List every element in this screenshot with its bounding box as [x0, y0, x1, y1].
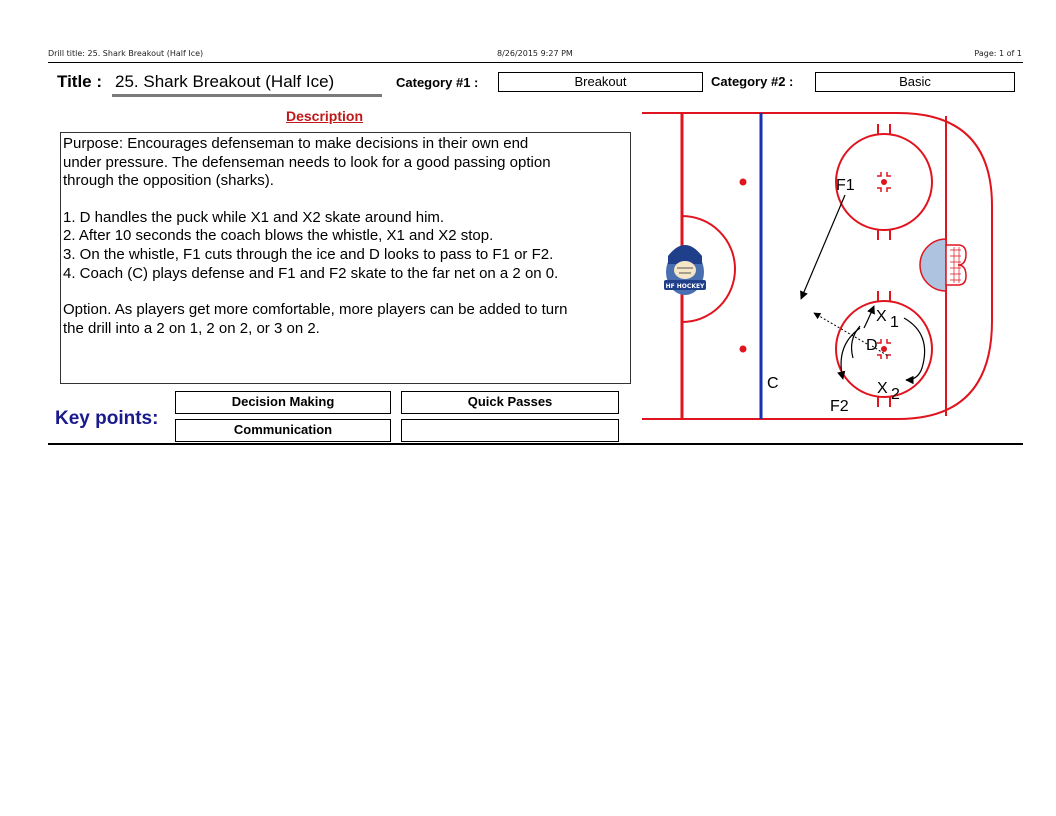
player-d: D: [866, 337, 878, 354]
neutral-dot-bottom: [740, 346, 747, 353]
key-point-4: [401, 419, 619, 442]
page-number: Page: 1 of 1: [974, 49, 1022, 58]
description-option: Option. As players get more comfortable, more players can be added to turn the drill into a 2 on 1, 2 on 2, or 3 on 2.: [63, 301, 568, 337]
category-2-field: Basic: [815, 72, 1015, 92]
player-f1: F1: [836, 177, 855, 194]
goal-net: [946, 245, 966, 285]
title-value: 25. Shark Breakout (Half Ice): [115, 72, 335, 91]
key-point-3: Communication: [175, 419, 391, 442]
x2-skate-path: [904, 318, 925, 380]
key-points-label: Key points:: [55, 408, 159, 429]
category-1-label: Category #1 :: [396, 75, 479, 90]
key-point-2: Quick Passes: [401, 391, 619, 414]
datetime-header: 8/26/2015 9:27 PM: [497, 49, 573, 58]
title-label: Title :: [57, 72, 103, 91]
key-point-1: Decision Making: [175, 391, 391, 414]
player-x1: X: [876, 308, 887, 325]
neutral-dot-top: [740, 179, 747, 186]
x1-arrow: [864, 306, 874, 328]
category-2-label: Category #2 :: [711, 74, 794, 89]
rink-diagram: [640, 106, 1000, 426]
drill-title-header: Drill title: 25. Shark Breakout (Half Ice): [48, 49, 204, 58]
player-f2: F2: [830, 398, 849, 415]
description-heading: Description: [286, 108, 364, 124]
goal-crease: [920, 239, 946, 291]
f1-path-arrow: [801, 195, 845, 299]
player-x1-sub: 1: [890, 314, 899, 331]
description-steps: 1. D handles the puck while X1 and X2 skate around him. 2. After 10 seconds the coach blows the whistle, X1 and X2 stop. 3. On the whistle, F1 cuts through the ice and D looks to pass to F1 or F2. 4. Coach (C) plays defense and F1 and F2 skate to the far net on a 2 on 0.: [63, 208, 559, 282]
team-logo: [664, 245, 706, 295]
description-box: [60, 132, 631, 384]
description-purpose: Purpose: Encourages defenseman to make decisions in their own end under pressure. The defenseman needs to look for a good passing option through the opposition (sharks).: [63, 135, 551, 190]
player-x2-sub: 2: [891, 386, 900, 403]
title-underline: [112, 94, 382, 97]
footer-divider: [48, 443, 1023, 445]
logo-text: HF HOCKEY: [665, 283, 705, 290]
d-skate-path: [841, 328, 860, 379]
player-x2: X: [877, 380, 888, 397]
player-coach: C: [767, 375, 779, 392]
category-1-field: Breakout: [498, 72, 703, 92]
header-divider: [48, 62, 1023, 63]
